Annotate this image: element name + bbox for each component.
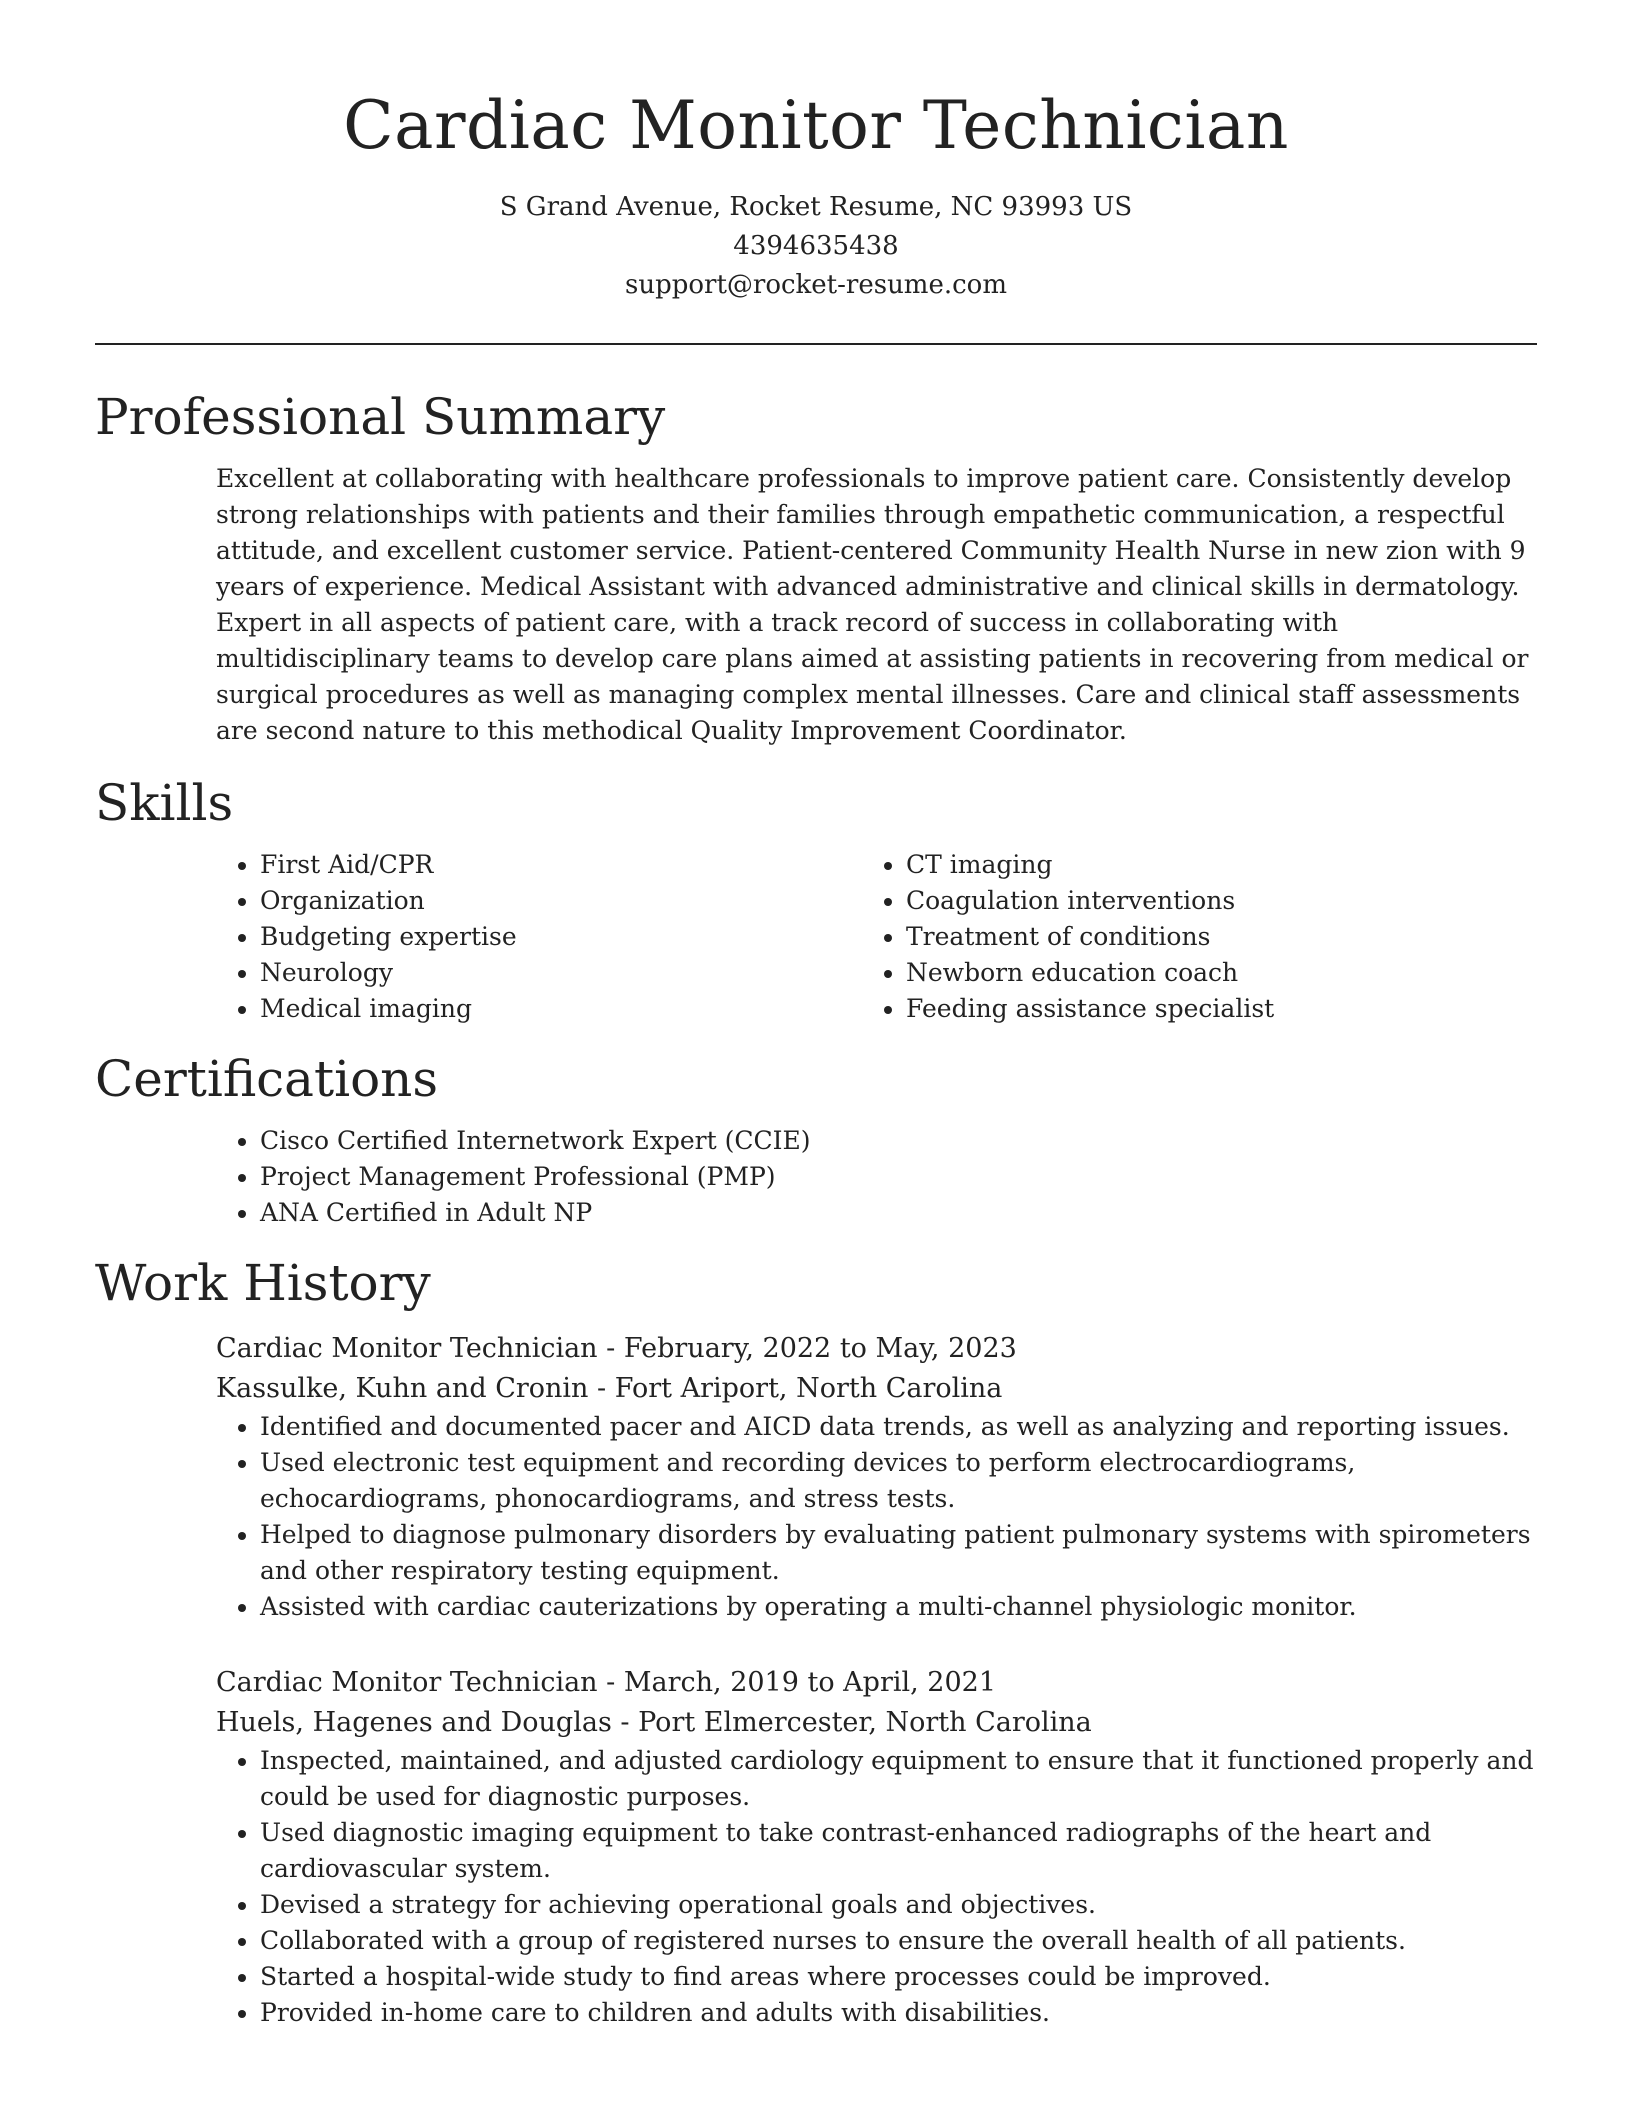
job-dates: March, 2019 to April, 2021 (623, 1667, 997, 1698)
skills-list-right (862, 847, 1508, 1027)
job-duty: • Used electronic test equipment and recording devices to perform electrocardiograms, echocardiograms, phonocardiograms, and stress tests. (260, 1445, 1537, 1517)
certifications-bullets (216, 1123, 1537, 1231)
job-duty: • Assisted with cardiac cauterizations by operating a multi-channel physiologic monitor. (260, 1589, 1537, 1625)
job-duty: • Used diagnostic imaging equipment to take contrast-enhanced radiographs of the heart and cardiovascular system. (260, 1815, 1537, 1887)
contact-phone: 4394635438 (733, 231, 899, 261)
separator: - (597, 1667, 624, 1698)
job-location: Fort Ariport, North Carolina (614, 1373, 1003, 1404)
skill-item: • Coagulation interventions (906, 883, 1508, 919)
skill-item: • CT imaging (906, 847, 1508, 883)
separator: - (597, 1333, 624, 1364)
job-dates: February, 2022 to May, 2023 (623, 1333, 1017, 1364)
skills-column-left (216, 847, 862, 1027)
summary-text: Excellent at collaborating with healthcare professionals to improve patient care. Consistently develop strong relationships with patients and their families through empathetic communication, a respectful attitude, and excellent customer service. Patient-centered Community Health Nurse in new zion with 9 years of experience. Medical Assistant with advanced administrative and clinical skills in dermatology. Expert in all aspects of patient care, with a track record of success in collaborating with multidisciplinary teams to develop care plans aimed at assisting patients in recovering from medical or surgical procedures as well as managing complex mental illnesses. Care and clinical staff assessments are second nature to this methodical Quality Improvement Coordinator. (216, 464, 1529, 745)
job-duty: • Devised a strategy for achieving operational goals and objectives. (260, 1887, 1537, 1923)
candidate-name: Cardiac Monitor Technician (343, 87, 1289, 164)
skill-item: • Treatment of conditions (906, 919, 1508, 955)
contact-address: S Grand Avenue, Rocket Resume, NC 93993 US (499, 192, 1133, 222)
job-title-line (216, 1663, 1537, 1703)
job-company: Kassulke, Kuhn and Cronin (216, 1373, 589, 1404)
certification-item: • ANA Certified in Adult NP (260, 1195, 1537, 1231)
skill-item: • Neurology (260, 955, 862, 991)
job-role: Cardiac Monitor Technician (216, 1667, 598, 1698)
job-company: Huels, Hagenes and Douglas (216, 1707, 612, 1738)
skills-list-left (216, 847, 862, 1027)
job-duty: • Provided in-home care to children and adults with disabilities. (260, 1995, 1537, 2031)
separator: - (611, 1707, 639, 1738)
job-duty: • Helped to diagnose pulmonary disorders by evaluating patient pulmonary systems with spirometers and other respiratory testing equipment. (260, 1517, 1537, 1589)
job-title-line (216, 1329, 1537, 1369)
job-role: Cardiac Monitor Technician (216, 1333, 598, 1364)
job-entry (216, 1329, 1537, 1625)
certifications-heading: Certifications (95, 1050, 439, 1108)
resume-header (95, 0, 1537, 305)
skills-grid (216, 847, 1537, 1027)
skill-item: • Organization (260, 883, 862, 919)
work-history-heading: Work History (95, 1254, 431, 1312)
certifications-list (216, 1123, 1537, 1231)
job-duty: • Started a hospital-wide study to find areas where processes could be improved. (260, 1959, 1537, 1995)
skill-item: • Medical imaging (260, 991, 862, 1027)
job-duties (216, 1743, 1537, 2031)
job-duty: • Collaborated with a group of registered nurses to ensure the overall health of all patients. (260, 1923, 1537, 1959)
skill-item: • Newborn education coach (906, 955, 1508, 991)
contact-email: support@rocket-resume.com (624, 270, 1007, 300)
skill-item: • Budgeting expertise (260, 919, 862, 955)
job-entry (216, 1663, 1537, 2031)
certification-item: • Project Management Professional (PMP) (260, 1159, 1537, 1195)
job-location: Port Elmercester, North Carolina (638, 1707, 1092, 1738)
skills-column-right (862, 847, 1508, 1027)
separator: - (588, 1373, 615, 1404)
certification-item: • Cisco Certified Internetwork Expert (CCIE) (260, 1123, 1537, 1159)
job-company-line (216, 1703, 1537, 1743)
job-duty: • Inspected, maintained, and adjusted cardiology equipment to ensure that it functioned properly and could be used for diagnostic purposes. (260, 1743, 1537, 1815)
contact-info (95, 188, 1537, 305)
skills-heading: Skills (95, 774, 234, 832)
job-company-line (216, 1369, 1537, 1409)
job-duties (216, 1409, 1537, 1625)
skill-item: • First Aid/CPR (260, 847, 862, 883)
skill-item: • Feeding assistance specialist (906, 991, 1508, 1027)
job-duty: • Identified and documented pacer and AICD data trends, as well as analyzing and reporting issues. (260, 1409, 1537, 1445)
header-divider (95, 343, 1537, 345)
summary-heading: Professional Summary (95, 388, 666, 446)
